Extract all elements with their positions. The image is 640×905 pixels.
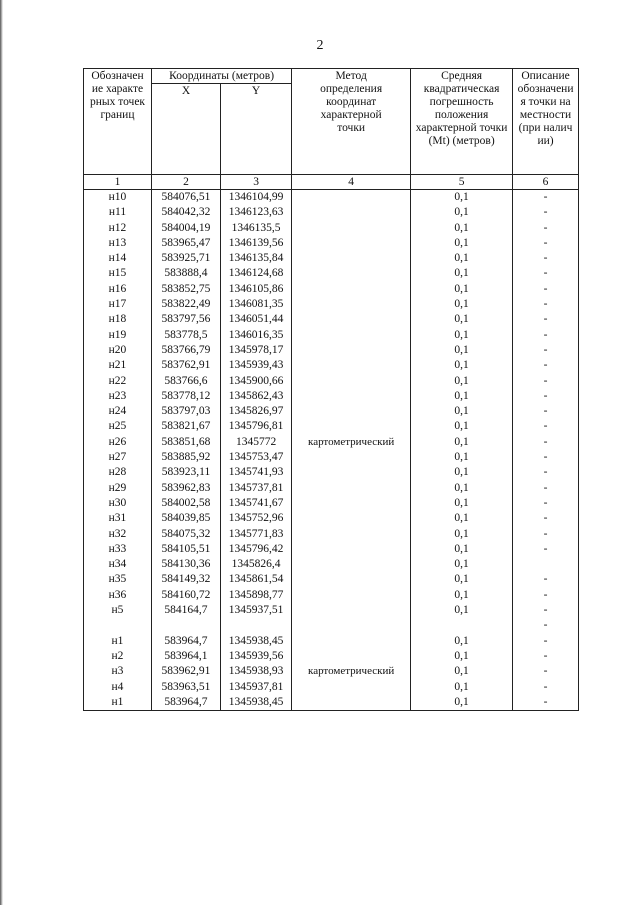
accuracy-cell: 0,1 — [411, 572, 513, 587]
point-id-cell — [84, 618, 152, 633]
table-row — [84, 221, 579, 236]
table-row — [84, 297, 579, 312]
accuracy-cell: 0,1 — [411, 588, 513, 603]
accuracy-cell: 0,1 — [411, 557, 513, 572]
description-cell: - — [513, 266, 579, 281]
point-id-cell: н13 — [84, 236, 152, 251]
method-cell — [292, 450, 411, 465]
method-cell — [292, 634, 411, 649]
y-coordinate-cell: 1345771,83 — [221, 527, 292, 542]
x-coordinate-cell: 584164,7 — [151, 603, 220, 618]
header-description — [513, 69, 579, 175]
point-id-cell: н36 — [84, 588, 152, 603]
description-cell: - — [513, 603, 579, 618]
accuracy-cell: 0,1 — [411, 419, 513, 434]
column-number: 3 — [221, 175, 292, 190]
table-row — [84, 374, 579, 389]
point-id-cell: н19 — [84, 328, 152, 343]
description-cell: - — [513, 236, 579, 251]
description-cell: - — [513, 343, 579, 358]
method-cell — [292, 680, 411, 695]
y-coordinate-cell: 1346124,68 — [221, 266, 292, 281]
y-coordinate-cell: 1345978,17 — [221, 343, 292, 358]
method-cell — [292, 190, 411, 206]
accuracy-cell: 0,1 — [411, 481, 513, 496]
method-cell — [292, 358, 411, 373]
x-coordinate-cell: 583964,1 — [151, 649, 220, 664]
table-row — [84, 465, 579, 480]
accuracy-cell: 0,1 — [411, 435, 513, 450]
y-coordinate-cell: 1345826,4 — [221, 557, 292, 572]
x-coordinate-cell: 583766,6 — [151, 374, 220, 389]
accuracy-cell: 0,1 — [411, 190, 513, 206]
y-coordinate-cell: 1345937,51 — [221, 603, 292, 618]
point-id-cell: н30 — [84, 496, 152, 511]
table-row — [84, 634, 579, 649]
method-cell — [292, 542, 411, 557]
y-coordinate-cell: 1346105,86 — [221, 282, 292, 297]
header-coordinates: Координаты (метров) — [151, 69, 291, 84]
header-accuracy-text: Средняя квадратическая погрешность положения характерной точки (Mt) (метров) — [415, 70, 508, 147]
table-row — [84, 282, 579, 297]
x-coordinate-cell: 584075,32 — [151, 527, 220, 542]
point-id-cell: н21 — [84, 358, 152, 373]
method-cell — [292, 465, 411, 480]
header-description-text: Описание обозначения точки на местности (при наличии) — [517, 70, 574, 147]
accuracy-cell: 0,1 — [411, 450, 513, 465]
description-cell: - — [513, 282, 579, 297]
accuracy-cell: 0,1 — [411, 221, 513, 236]
x-coordinate-cell: 583822,49 — [151, 297, 220, 312]
y-coordinate-cell: 1345939,56 — [221, 649, 292, 664]
accuracy-cell: 0,1 — [411, 496, 513, 511]
table-row — [84, 435, 579, 450]
accuracy-cell: 0,1 — [411, 343, 513, 358]
method-cell — [292, 297, 411, 312]
y-coordinate-cell: 1345938,45 — [221, 695, 292, 711]
description-cell: - — [513, 664, 579, 679]
description-cell: - — [513, 680, 579, 695]
description-cell: - — [513, 297, 579, 312]
method-cell — [292, 588, 411, 603]
column-number-row — [84, 175, 579, 190]
method-cell — [292, 205, 411, 220]
x-coordinate-cell: 583962,91 — [151, 664, 220, 679]
table-row — [84, 404, 579, 419]
x-coordinate-cell: 583797,56 — [151, 312, 220, 327]
description-cell: - — [513, 695, 579, 711]
point-id-cell: н2 — [84, 649, 152, 664]
y-coordinate-cell: 1345900,66 — [221, 374, 292, 389]
table-row — [84, 343, 579, 358]
accuracy-cell: 0,1 — [411, 680, 513, 695]
y-coordinate-cell: 1346139,56 — [221, 236, 292, 251]
column-number: 4 — [292, 175, 411, 190]
accuracy-cell: 0,1 — [411, 664, 513, 679]
x-coordinate-cell: 584076,51 — [151, 190, 220, 206]
description-cell: - — [513, 481, 579, 496]
point-id-cell: н1 — [84, 634, 152, 649]
accuracy-cell: 0,1 — [411, 603, 513, 618]
x-coordinate-cell: 583964,7 — [151, 695, 220, 711]
description-cell: - — [513, 435, 579, 450]
table-row — [84, 236, 579, 251]
header-x: X — [151, 84, 220, 175]
method-cell — [292, 312, 411, 327]
y-coordinate-cell: 1346016,35 — [221, 328, 292, 343]
column-number: 2 — [151, 175, 220, 190]
x-coordinate-cell: 583888,4 — [151, 266, 220, 281]
y-coordinate-cell: 1345898,77 — [221, 588, 292, 603]
point-id-cell: н24 — [84, 404, 152, 419]
accuracy-cell: 0,1 — [411, 236, 513, 251]
point-id-cell: н10 — [84, 190, 152, 206]
y-coordinate-cell: 1345861,54 — [221, 572, 292, 587]
page-number: 2 — [316, 38, 324, 53]
method-cell — [292, 282, 411, 297]
coordinates-table — [83, 68, 579, 711]
y-coordinate-cell: 1346104,99 — [221, 190, 292, 206]
table-row — [84, 588, 579, 603]
method-cell — [292, 511, 411, 526]
table-row — [84, 251, 579, 266]
description-cell: - — [513, 221, 579, 236]
point-id-cell: н17 — [84, 297, 152, 312]
method-cell: картометрический — [292, 435, 411, 450]
y-coordinate-cell: 1345737,81 — [221, 481, 292, 496]
table-row — [84, 312, 579, 327]
column-number: 6 — [513, 175, 579, 190]
scan-edge — [0, 0, 3, 905]
x-coordinate-cell: 583965,47 — [151, 236, 220, 251]
accuracy-cell: 0,1 — [411, 511, 513, 526]
point-id-cell: н26 — [84, 435, 152, 450]
accuracy-cell: 0,1 — [411, 328, 513, 343]
point-id-cell: н33 — [84, 542, 152, 557]
y-coordinate-cell: 1346081,35 — [221, 297, 292, 312]
header-method — [292, 69, 411, 175]
description-cell: - — [513, 634, 579, 649]
point-id-cell: н32 — [84, 527, 152, 542]
accuracy-cell: 0,1 — [411, 205, 513, 220]
x-coordinate-cell: 583797,03 — [151, 404, 220, 419]
y-coordinate-cell: 1345938,93 — [221, 664, 292, 679]
x-coordinate-cell: 584042,32 — [151, 205, 220, 220]
description-cell: - — [513, 404, 579, 419]
x-coordinate-cell: 584130,36 — [151, 557, 220, 572]
x-coordinate-cell: 584160,72 — [151, 588, 220, 603]
x-coordinate-cell: 583925,71 — [151, 251, 220, 266]
table-row — [84, 557, 579, 572]
y-coordinate-cell: 1345753,47 — [221, 450, 292, 465]
description-cell: - — [513, 465, 579, 480]
point-id-cell: н31 — [84, 511, 152, 526]
x-coordinate-cell: 584004,19 — [151, 221, 220, 236]
method-cell — [292, 389, 411, 404]
table-row — [84, 511, 579, 526]
table-row — [84, 358, 579, 373]
point-id-cell: н35 — [84, 572, 152, 587]
accuracy-cell: 0,1 — [411, 282, 513, 297]
table-row — [84, 649, 579, 664]
method-cell — [292, 419, 411, 434]
method-cell — [292, 266, 411, 281]
table-row — [84, 664, 579, 679]
method-cell — [292, 649, 411, 664]
point-id-cell: н11 — [84, 205, 152, 220]
table-row — [84, 527, 579, 542]
method-cell — [292, 481, 411, 496]
description-cell: - — [513, 542, 579, 557]
x-coordinate-cell: 583821,67 — [151, 419, 220, 434]
x-coordinate-cell — [151, 618, 220, 633]
header-designation-text: Обозначение характерных точек границ — [89, 70, 146, 121]
method-cell — [292, 251, 411, 266]
description-cell: - — [513, 419, 579, 434]
x-coordinate-cell: 583852,75 — [151, 282, 220, 297]
y-coordinate-cell: 1346123,63 — [221, 205, 292, 220]
method-cell — [292, 328, 411, 343]
y-coordinate-cell: 1346135,5 — [221, 221, 292, 236]
table-row — [84, 695, 579, 711]
accuracy-cell: 0,1 — [411, 649, 513, 664]
y-coordinate-cell: 1345938,45 — [221, 634, 292, 649]
accuracy-cell: 0,1 — [411, 251, 513, 266]
x-coordinate-cell: 583885,92 — [151, 450, 220, 465]
table-row — [84, 572, 579, 587]
y-coordinate-cell: 1345741,93 — [221, 465, 292, 480]
accuracy-cell: 0,1 — [411, 374, 513, 389]
description-cell: - — [513, 374, 579, 389]
y-coordinate-cell: 1345796,81 — [221, 419, 292, 434]
description-cell: - — [513, 389, 579, 404]
header-y: Y — [221, 84, 292, 175]
point-id-cell: н28 — [84, 465, 152, 480]
method-cell — [292, 527, 411, 542]
x-coordinate-cell: 583762,91 — [151, 358, 220, 373]
method-cell — [292, 496, 411, 511]
point-id-cell: н18 — [84, 312, 152, 327]
table-row — [84, 496, 579, 511]
column-number: 5 — [411, 175, 513, 190]
description-cell: - — [513, 205, 579, 220]
point-id-cell: н23 — [84, 389, 152, 404]
accuracy-cell: 0,1 — [411, 465, 513, 480]
x-coordinate-cell: 583766,79 — [151, 343, 220, 358]
table-row — [84, 618, 579, 633]
x-coordinate-cell: 583778,5 — [151, 328, 220, 343]
header-method-text: Метод определения координат характерной точки — [320, 70, 383, 134]
point-id-cell: н1 — [84, 695, 152, 711]
point-id-cell: н15 — [84, 266, 152, 281]
method-cell — [292, 603, 411, 618]
point-id-cell: н22 — [84, 374, 152, 389]
table-row — [84, 328, 579, 343]
table-row — [84, 542, 579, 557]
y-coordinate-cell: 1346051,44 — [221, 312, 292, 327]
description-cell: - — [513, 328, 579, 343]
header-designation — [84, 69, 152, 175]
x-coordinate-cell: 584105,51 — [151, 542, 220, 557]
method-cell — [292, 374, 411, 389]
description-cell: - — [513, 588, 579, 603]
description-cell: - — [513, 496, 579, 511]
table-row — [84, 266, 579, 281]
column-number: 1 — [84, 175, 152, 190]
y-coordinate-cell: 1345826,97 — [221, 404, 292, 419]
x-coordinate-cell: 583963,51 — [151, 680, 220, 695]
x-coordinate-cell: 584039,85 — [151, 511, 220, 526]
description-cell: - — [513, 572, 579, 587]
y-coordinate-cell: 1345752,96 — [221, 511, 292, 526]
point-id-cell: н5 — [84, 603, 152, 618]
accuracy-cell: 0,1 — [411, 266, 513, 281]
point-id-cell: н27 — [84, 450, 152, 465]
method-cell — [292, 343, 411, 358]
accuracy-cell: 0,1 — [411, 404, 513, 419]
y-coordinate-cell: 1346135,84 — [221, 251, 292, 266]
x-coordinate-cell: 583851,68 — [151, 435, 220, 450]
accuracy-cell: 0,1 — [411, 312, 513, 327]
x-coordinate-cell: 583778,12 — [151, 389, 220, 404]
x-coordinate-cell: 584002,58 — [151, 496, 220, 511]
y-coordinate-cell: 1345939,43 — [221, 358, 292, 373]
accuracy-cell: 0,1 — [411, 358, 513, 373]
description-cell: - — [513, 190, 579, 206]
method-cell — [292, 557, 411, 572]
method-cell — [292, 221, 411, 236]
accuracy-cell: 0,1 — [411, 297, 513, 312]
table-body — [84, 175, 579, 711]
method-cell — [292, 695, 411, 711]
x-coordinate-cell: 584149,32 — [151, 572, 220, 587]
accuracy-cell — [411, 618, 513, 633]
method-cell — [292, 404, 411, 419]
description-cell: - — [513, 527, 579, 542]
table-row — [84, 680, 579, 695]
accuracy-cell: 0,1 — [411, 389, 513, 404]
y-coordinate-cell: 1345772 — [221, 435, 292, 450]
table-row — [84, 481, 579, 496]
method-cell: картометрический — [292, 664, 411, 679]
table-row — [84, 603, 579, 618]
point-id-cell: н14 — [84, 251, 152, 266]
x-coordinate-cell: 583962,83 — [151, 481, 220, 496]
y-coordinate-cell — [221, 618, 292, 633]
point-id-cell: н20 — [84, 343, 152, 358]
x-coordinate-cell: 583923,11 — [151, 465, 220, 480]
description-cell: - — [513, 251, 579, 266]
description-cell: - — [513, 312, 579, 327]
description-cell: - — [513, 358, 579, 373]
accuracy-cell: 0,1 — [411, 634, 513, 649]
method-cell — [292, 618, 411, 633]
point-id-cell: н25 — [84, 419, 152, 434]
table-row — [84, 450, 579, 465]
description-cell: - — [513, 618, 579, 633]
description-cell: - — [513, 511, 579, 526]
x-coordinate-cell: 583964,7 — [151, 634, 220, 649]
point-id-cell: н34 — [84, 557, 152, 572]
accuracy-cell: 0,1 — [411, 695, 513, 711]
method-cell — [292, 236, 411, 251]
table-row — [84, 419, 579, 434]
header-accuracy — [411, 69, 513, 175]
y-coordinate-cell: 1345796,42 — [221, 542, 292, 557]
description-cell — [513, 557, 579, 572]
method-cell — [292, 572, 411, 587]
y-coordinate-cell: 1345862,43 — [221, 389, 292, 404]
description-cell: - — [513, 649, 579, 664]
table-row — [84, 190, 579, 206]
y-coordinate-cell: 1345741,67 — [221, 496, 292, 511]
table-row — [84, 389, 579, 404]
accuracy-cell: 0,1 — [411, 527, 513, 542]
table-row — [84, 205, 579, 220]
point-id-cell: н12 — [84, 221, 152, 236]
accuracy-cell: 0,1 — [411, 542, 513, 557]
point-id-cell: н4 — [84, 680, 152, 695]
y-coordinate-cell: 1345937,81 — [221, 680, 292, 695]
description-cell: - — [513, 450, 579, 465]
point-id-cell: н29 — [84, 481, 152, 496]
point-id-cell: н3 — [84, 664, 152, 679]
point-id-cell: н16 — [84, 282, 152, 297]
